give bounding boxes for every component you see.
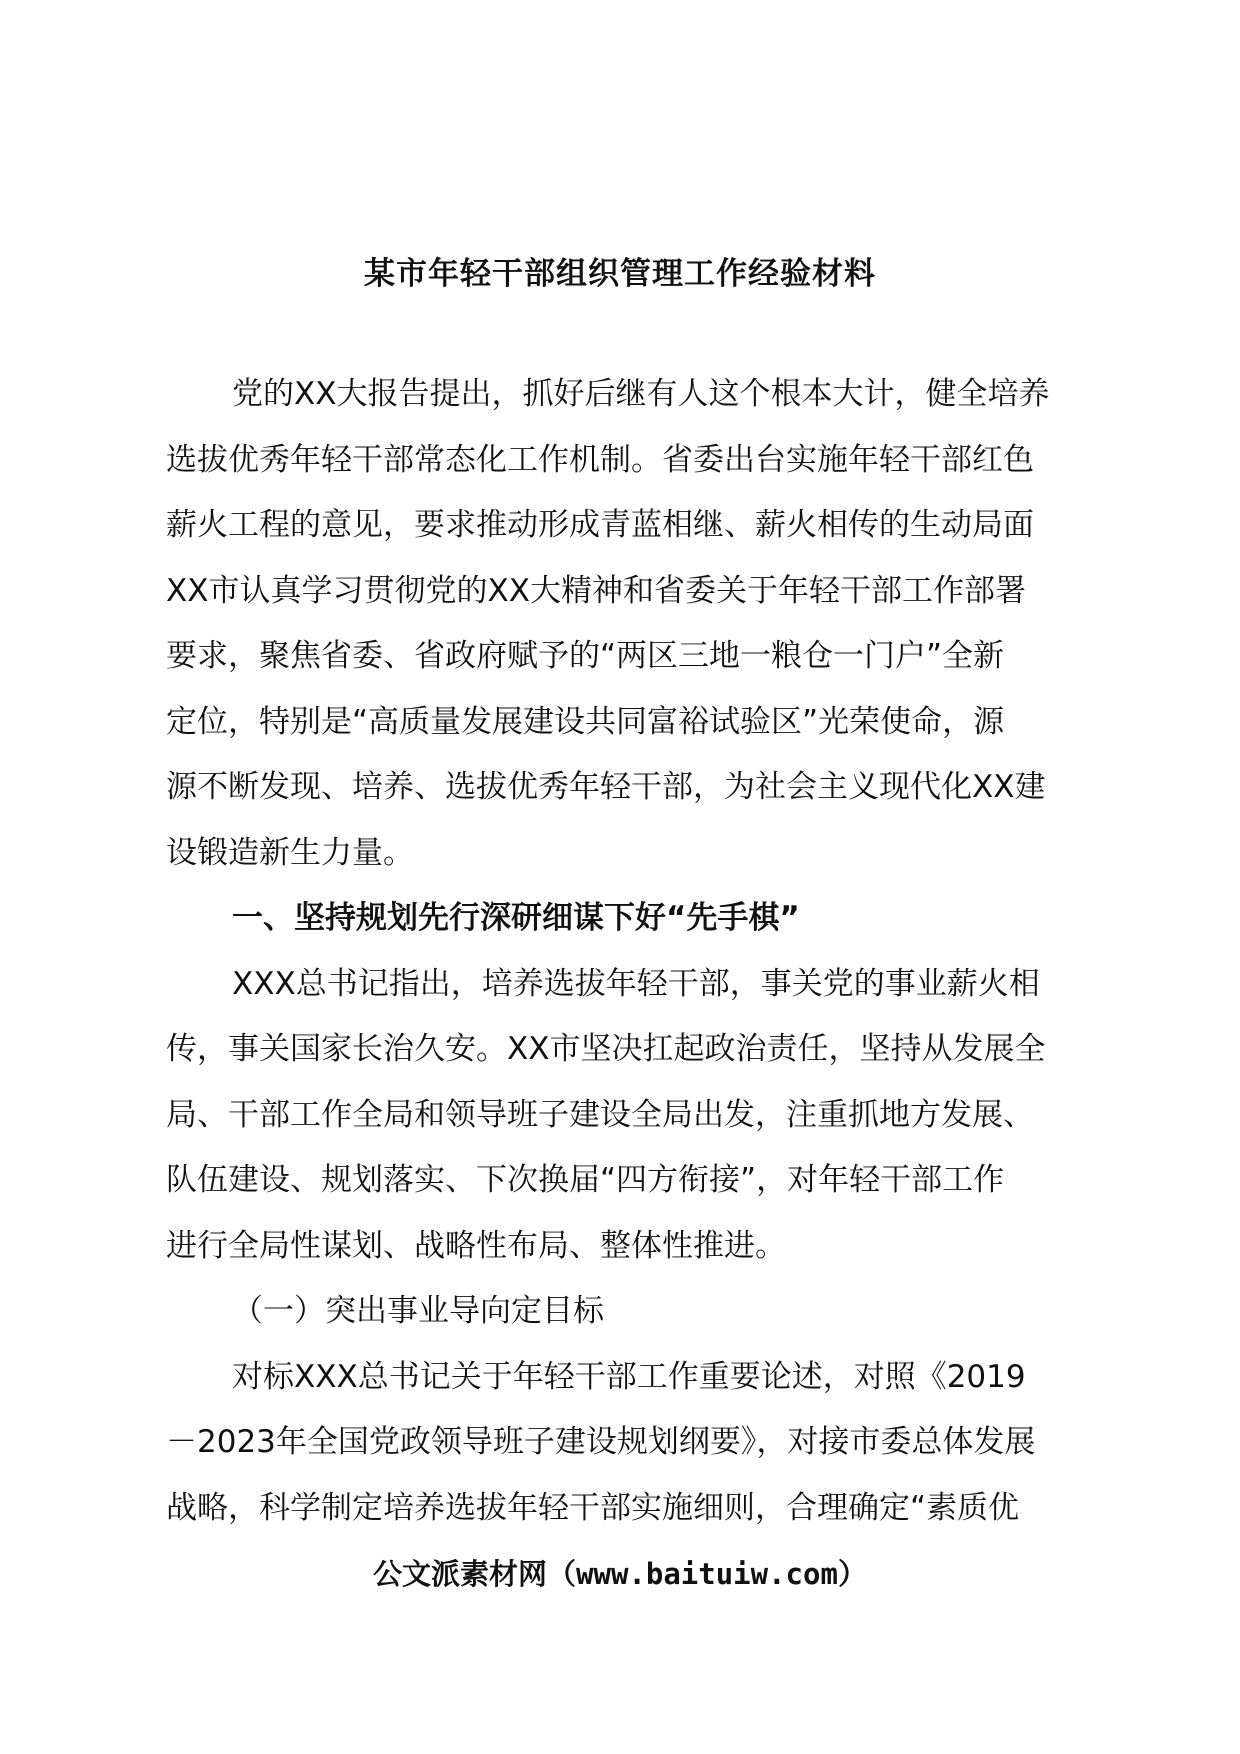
document-title: 某市年轻干部组织管理工作经验材料 [364,256,876,292]
paragraph-line: 对标XXX总书记关于年轻干部工作重要论述，对照《2019 [232,1358,1026,1395]
paragraph-line: 选拔优秀年轻干部常态化工作机制。省委出台实施年轻干部红色 [166,441,1034,478]
footer-url: www.baituiw.com [576,1557,838,1591]
paragraph-line: 进行全局性谋划、战略性布局、整体性推进。 [166,1227,786,1264]
footer-close: ） [837,1557,867,1591]
paragraph-line: 薪火工程的意见，要求推动形成青蓝相继、薪火相传的生动局面 [166,507,1034,543]
paragraph-line: －2023年全国党政领导班子建设规划纲要》，对接市委总体发展 [166,1424,1036,1460]
document-body [166,362,1126,1541]
paragraph-line: XXX总书记指出，培养选拔年轻干部，事关党的事业薪火相 [232,965,1040,1002]
paragraph-line: XX市认真学习贯彻党的XX大精神和省委关于年轻干部工作部署 [166,572,1026,609]
footer-label: 公文派素材网（ [373,1557,577,1591]
subsection-heading: （一）突出事业导向定目标 [232,1293,604,1329]
paragraph-line: 传，事关国家长治久安。XX市坚决扛起政治责任，坚持从发展全 [166,1031,1046,1067]
footer-watermark [0,1552,1240,1596]
paragraph-line: 要求，聚焦省委、省政府赋予的“两区三地一粮仓一门户”全新 [166,638,1005,674]
paragraph-line: 源不断发现、培养、选拔优秀年轻干部，为社会主义现代化XX建 [166,769,1046,805]
section-heading: 一、坚持规划先行深研细谋下好“先手棋” [232,900,800,936]
paragraph-line: 局、干部工作全局和领导班子建设全局出发，注重抓地方发展、 [166,1096,1034,1133]
paragraph-line: 定位，特别是“高质量发展建设共同富裕试验区”光荣使命，源 [166,703,1005,740]
paragraph-line: 战略，科学制定培养选拔年轻干部实施细则，合理确定“素质优 [166,1489,1020,1526]
paragraph-line: 队伍建设、规划落实、下次换届“四方衔接”，对年轻干部工作 [166,1162,1005,1198]
paragraph-line: 设锻造新生力量。 [166,834,414,871]
paragraph-line: 党的XX大报告提出，抓好后继有人这个根本大计，健全培养 [232,376,1050,412]
